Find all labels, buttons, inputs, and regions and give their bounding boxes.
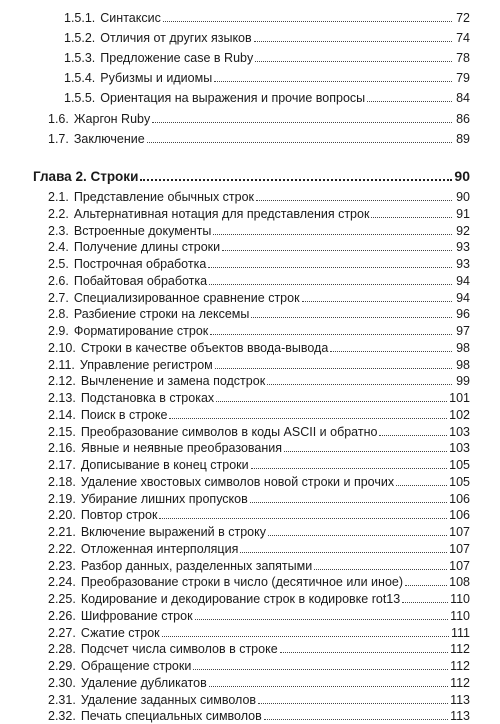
toc-entry[interactable] bbox=[48, 340, 470, 356]
dot-leader bbox=[140, 169, 452, 181]
toc-entry[interactable] bbox=[48, 625, 470, 641]
toc-entry-page-number: 78 bbox=[456, 51, 470, 66]
toc-entry[interactable] bbox=[48, 273, 470, 289]
toc-entry-number: 1.5.4. bbox=[64, 71, 96, 86]
toc-entry-page-number: 86 bbox=[456, 111, 470, 126]
dot-leader bbox=[193, 658, 448, 670]
toc-entry[interactable] bbox=[48, 524, 470, 540]
toc-entry-number: 2.14. bbox=[48, 407, 76, 422]
dot-leader bbox=[159, 507, 447, 519]
toc-entry[interactable] bbox=[48, 223, 470, 239]
toc-entry-page-number: 89 bbox=[456, 131, 470, 146]
toc-entry-number: 2.15. bbox=[48, 424, 76, 439]
dot-leader bbox=[379, 424, 447, 436]
toc-entry-page-number: 110 bbox=[450, 608, 470, 623]
toc-entry-number: 2.19. bbox=[48, 491, 76, 506]
toc-entry-number: 2.28. bbox=[48, 642, 76, 657]
dot-leader bbox=[209, 675, 448, 687]
toc-entry-page-number: 74 bbox=[456, 31, 470, 46]
dot-leader bbox=[208, 256, 452, 268]
toc-entry-title: Рубизмы и идиомы bbox=[100, 71, 213, 86]
toc-entry-title: Убирание лишних пропусков bbox=[80, 491, 248, 506]
toc-entry-number: 1.5.2. bbox=[64, 31, 96, 46]
toc-entry-title: Печать специальных символов bbox=[80, 709, 262, 724]
toc-entry-number: 2.17. bbox=[48, 458, 76, 472]
toc-entry-number: 2.32. bbox=[48, 709, 76, 724]
toc-entry-title: Построчная обработка bbox=[73, 257, 207, 271]
toc-entry-number: 2.11. bbox=[48, 357, 75, 372]
toc-entry-title: Повтор строк bbox=[80, 508, 158, 523]
toc-entry-title: Жаргон Ruby bbox=[73, 111, 151, 126]
toc-entry-number: 1.5.3. bbox=[64, 51, 96, 66]
toc-entry-number: 2.13. bbox=[48, 391, 76, 405]
toc-entry-title: Вычленение и замена подстрок bbox=[80, 374, 266, 389]
dot-leader bbox=[251, 306, 452, 318]
toc-entry-title: Удаление хвостовых символов новой строки и прочих bbox=[80, 474, 395, 489]
toc-entry-page-number: 113 bbox=[450, 709, 470, 724]
toc-entry-page-number: 72 bbox=[456, 11, 470, 25]
toc-entry-page-number: 110 bbox=[450, 592, 470, 606]
toc-entry[interactable] bbox=[48, 507, 470, 523]
dot-leader bbox=[258, 692, 448, 704]
toc-entry[interactable] bbox=[48, 591, 470, 607]
toc-entry-number: 2.21. bbox=[48, 525, 76, 539]
dot-leader bbox=[213, 223, 452, 235]
toc-entry-title: Обращение строки bbox=[80, 659, 192, 673]
dot-leader bbox=[216, 390, 447, 402]
toc-entry[interactable] bbox=[48, 692, 470, 708]
toc-entry[interactable] bbox=[48, 708, 470, 724]
chapter-heading[interactable] bbox=[33, 169, 470, 184]
toc-entry-page-number: 91 bbox=[456, 206, 470, 221]
dot-leader bbox=[163, 10, 452, 22]
toc-entry-page-number: 112 bbox=[450, 642, 470, 657]
toc-entry-page-number: 106 bbox=[449, 508, 470, 523]
toc-entry[interactable] bbox=[64, 70, 470, 86]
dot-leader bbox=[405, 574, 447, 586]
toc-entry-page-number: 99 bbox=[456, 374, 470, 389]
toc-entry[interactable] bbox=[48, 306, 470, 322]
dot-leader bbox=[268, 524, 447, 536]
toc-entry-page-number: 103 bbox=[449, 424, 470, 439]
dot-leader bbox=[284, 440, 447, 452]
toc-entry[interactable] bbox=[48, 407, 470, 423]
toc-entry-number: 2.25. bbox=[48, 592, 76, 606]
toc-entry-title: Отложенная интерполяция bbox=[80, 541, 239, 556]
toc-entry[interactable] bbox=[48, 357, 470, 373]
toc-entry[interactable] bbox=[48, 189, 470, 205]
toc-entry-number: 2.31. bbox=[48, 692, 76, 707]
toc-entry-number: 2.22. bbox=[48, 541, 76, 556]
toc-entry-page-number: 93 bbox=[456, 257, 470, 271]
toc-entry-number: 2.2. bbox=[48, 206, 69, 221]
toc-entry[interactable] bbox=[48, 675, 470, 691]
toc-entry-page-number: 94 bbox=[456, 273, 470, 288]
toc-entry-number: 2.8. bbox=[48, 307, 69, 322]
dot-leader bbox=[302, 290, 452, 302]
toc-entry[interactable] bbox=[48, 574, 470, 590]
dot-leader bbox=[267, 373, 452, 385]
toc-entry-page-number: 84 bbox=[456, 91, 470, 106]
toc-entry-page-number: 105 bbox=[449, 474, 470, 489]
dot-leader bbox=[152, 111, 452, 123]
dot-leader bbox=[367, 90, 452, 102]
toc-entry-page-number: 107 bbox=[449, 558, 470, 573]
toc-entry-page-number: 107 bbox=[449, 541, 470, 556]
toc-entry[interactable] bbox=[48, 239, 470, 255]
toc-entry-title: Предложение case в Ruby bbox=[100, 51, 254, 66]
dot-leader bbox=[280, 641, 448, 653]
toc-entry-title: Разбор данных, разделенных запятыми bbox=[80, 558, 313, 573]
toc-entry-page-number: 92 bbox=[456, 223, 470, 238]
toc-entry-title: Строки в качестве объектов ввода-вывода bbox=[80, 340, 329, 355]
dot-leader bbox=[264, 708, 448, 720]
toc-entry-number: 2.30. bbox=[48, 675, 76, 690]
toc-entry-title: Альтернативная нотация для представления строк bbox=[73, 206, 370, 221]
toc-entry[interactable] bbox=[48, 390, 470, 406]
toc-entry-number: 1.7. bbox=[48, 131, 69, 146]
toc-entry-title: Удаление заданных символов bbox=[80, 692, 257, 707]
toc-entry-title: Разбиение строки на лексемы bbox=[73, 307, 250, 322]
toc-entry-number: 2.6. bbox=[48, 273, 69, 288]
dot-leader bbox=[195, 608, 449, 620]
dot-leader bbox=[314, 558, 447, 570]
dot-leader bbox=[256, 189, 452, 201]
toc-entry-page-number: 112 bbox=[450, 675, 470, 690]
toc-entry-title: Преобразование символов в коды ASCII и обратно bbox=[80, 424, 378, 439]
toc-entry-title: Шифрование строк bbox=[80, 608, 193, 623]
toc-entry-page-number: 113 bbox=[450, 692, 470, 707]
toc-entry-page-number: 107 bbox=[449, 525, 470, 539]
toc-entry-number: 2.16. bbox=[48, 441, 76, 456]
toc-entry-page-number: 97 bbox=[456, 324, 470, 338]
toc-entry-title: Ориентация на выражения и прочие вопросы bbox=[100, 91, 366, 106]
dot-leader bbox=[209, 273, 452, 285]
toc-entry[interactable] bbox=[48, 558, 470, 574]
toc-entry-page-number: 79 bbox=[456, 71, 470, 86]
toc-entry-number: 2.29. bbox=[48, 659, 76, 673]
toc-entry-number: 2.18. bbox=[48, 474, 76, 489]
toc-entry-title: Получение длины строки bbox=[73, 240, 221, 255]
dot-leader bbox=[222, 239, 452, 251]
toc-entry[interactable] bbox=[48, 111, 470, 127]
toc-entry-page-number: 101 bbox=[449, 391, 470, 405]
dot-leader bbox=[254, 30, 452, 42]
toc-entry-title: Синтаксис bbox=[100, 11, 161, 25]
toc-entry-number: 1.6. bbox=[48, 111, 69, 126]
dot-leader bbox=[147, 131, 452, 143]
toc-entry-number: 2.7. bbox=[48, 290, 69, 305]
chapter-page-number: 90 bbox=[454, 168, 470, 184]
toc-entry[interactable] bbox=[48, 608, 470, 624]
dot-leader bbox=[250, 491, 447, 503]
dot-leader bbox=[330, 340, 452, 352]
toc-entry-number: 2.4. bbox=[48, 240, 69, 255]
dot-leader bbox=[214, 70, 452, 82]
toc-entry[interactable] bbox=[64, 30, 470, 46]
toc-entry-title: Подсчет числа символов в строке bbox=[80, 642, 278, 657]
toc-entry[interactable] bbox=[48, 641, 470, 657]
toc-entry[interactable] bbox=[48, 256, 470, 272]
dot-leader bbox=[240, 541, 447, 553]
toc-entry-page-number: 102 bbox=[449, 407, 470, 422]
toc-entry-title: Включение выражений в строку bbox=[80, 525, 266, 539]
toc-entry-page-number: 108 bbox=[449, 575, 470, 590]
toc-entry[interactable] bbox=[48, 131, 470, 147]
toc-entry-page-number: 112 bbox=[450, 659, 470, 673]
toc-entry-number: 2.24. bbox=[48, 575, 76, 590]
toc-entry[interactable] bbox=[48, 424, 470, 440]
toc-entry-number: 1.5.5. bbox=[64, 91, 96, 106]
toc-entry-number: 2.9. bbox=[48, 324, 69, 338]
toc-entry-title: Управление регистром bbox=[79, 357, 213, 372]
toc-entry-number: 2.27. bbox=[48, 625, 76, 640]
toc-entry-page-number: 98 bbox=[456, 357, 470, 372]
toc-entry-page-number: 90 bbox=[456, 190, 470, 204]
toc-entry[interactable] bbox=[48, 457, 470, 473]
toc-entry-number: 2.10. bbox=[48, 340, 76, 355]
dot-leader bbox=[402, 591, 448, 603]
toc-entry-number: 1.5.1. bbox=[64, 11, 96, 25]
dot-leader bbox=[371, 206, 452, 218]
toc-entry[interactable] bbox=[48, 206, 470, 222]
toc-entry-number: 2.5. bbox=[48, 257, 69, 271]
dot-leader bbox=[215, 357, 452, 369]
toc-entry-number: 2.20. bbox=[48, 508, 76, 523]
toc-entry-title: Специализированное сравнение строк bbox=[73, 290, 300, 305]
dot-leader bbox=[210, 323, 452, 335]
toc-entry-page-number: 93 bbox=[456, 240, 470, 255]
toc-entry[interactable] bbox=[48, 323, 470, 339]
toc-entry-number: 2.26. bbox=[48, 608, 76, 623]
dot-leader bbox=[396, 474, 447, 486]
toc-entry-number: 2.1. bbox=[48, 190, 69, 204]
toc-entry-title: Побайтовая обработка bbox=[73, 273, 208, 288]
toc-entry[interactable] bbox=[64, 90, 470, 106]
toc-entry[interactable] bbox=[48, 440, 470, 456]
toc-entry-title: Поиск в строке bbox=[80, 407, 168, 422]
toc-entry-title: Встроенные документы bbox=[73, 223, 212, 238]
toc-entry-title: Отличия от других языков bbox=[100, 31, 252, 46]
toc-entry-page-number: 94 bbox=[456, 290, 470, 305]
toc-entry-title: Представление обычных строк bbox=[73, 190, 255, 204]
toc-entry-page-number: 106 bbox=[449, 491, 470, 506]
toc-entry-title: Удаление дубликатов bbox=[80, 675, 207, 690]
toc-entry[interactable] bbox=[64, 10, 470, 26]
toc-entry[interactable] bbox=[48, 541, 470, 557]
toc-entry-page-number: 111 bbox=[450, 625, 470, 640]
toc-entry-page-number: 105 bbox=[449, 458, 470, 472]
toc-entry-number: 2.3. bbox=[48, 223, 69, 238]
toc-entry-page-number: 103 bbox=[449, 441, 470, 456]
chapter-title: Глава 2. Строки bbox=[33, 169, 139, 184]
toc-entry-title: Форматирование строк bbox=[73, 324, 209, 338]
toc-entry-title: Кодирование и декодирование строк в кодировке rot13 bbox=[80, 592, 401, 606]
toc-entry-title: Явные и неявные преобразования bbox=[80, 441, 283, 456]
toc-entry[interactable] bbox=[48, 474, 470, 490]
toc-entry-page-number: 96 bbox=[456, 307, 470, 322]
toc-entry-title: Дописывание в конец строки bbox=[80, 458, 249, 472]
toc-entry[interactable] bbox=[48, 658, 470, 674]
toc-entry-page-number: 98 bbox=[456, 340, 470, 355]
toc-entry[interactable] bbox=[48, 373, 470, 389]
toc-entry-title: Подстановка в строках bbox=[80, 391, 215, 405]
dot-leader bbox=[251, 457, 448, 469]
toc-entry-title: Преобразование строки в число (десятичное или иное) bbox=[80, 575, 404, 590]
toc-entry-title: Сжатие строк bbox=[80, 625, 160, 640]
toc-entry-number: 2.12. bbox=[48, 374, 76, 389]
dot-leader bbox=[162, 625, 449, 637]
dot-leader bbox=[169, 407, 447, 419]
toc-entry-title: Заключение bbox=[73, 131, 145, 146]
toc-entry[interactable] bbox=[48, 290, 470, 306]
toc-entry-number: 2.23. bbox=[48, 558, 76, 573]
toc-entry[interactable] bbox=[64, 50, 470, 66]
toc-entry[interactable] bbox=[48, 491, 470, 507]
dot-leader bbox=[255, 50, 452, 62]
